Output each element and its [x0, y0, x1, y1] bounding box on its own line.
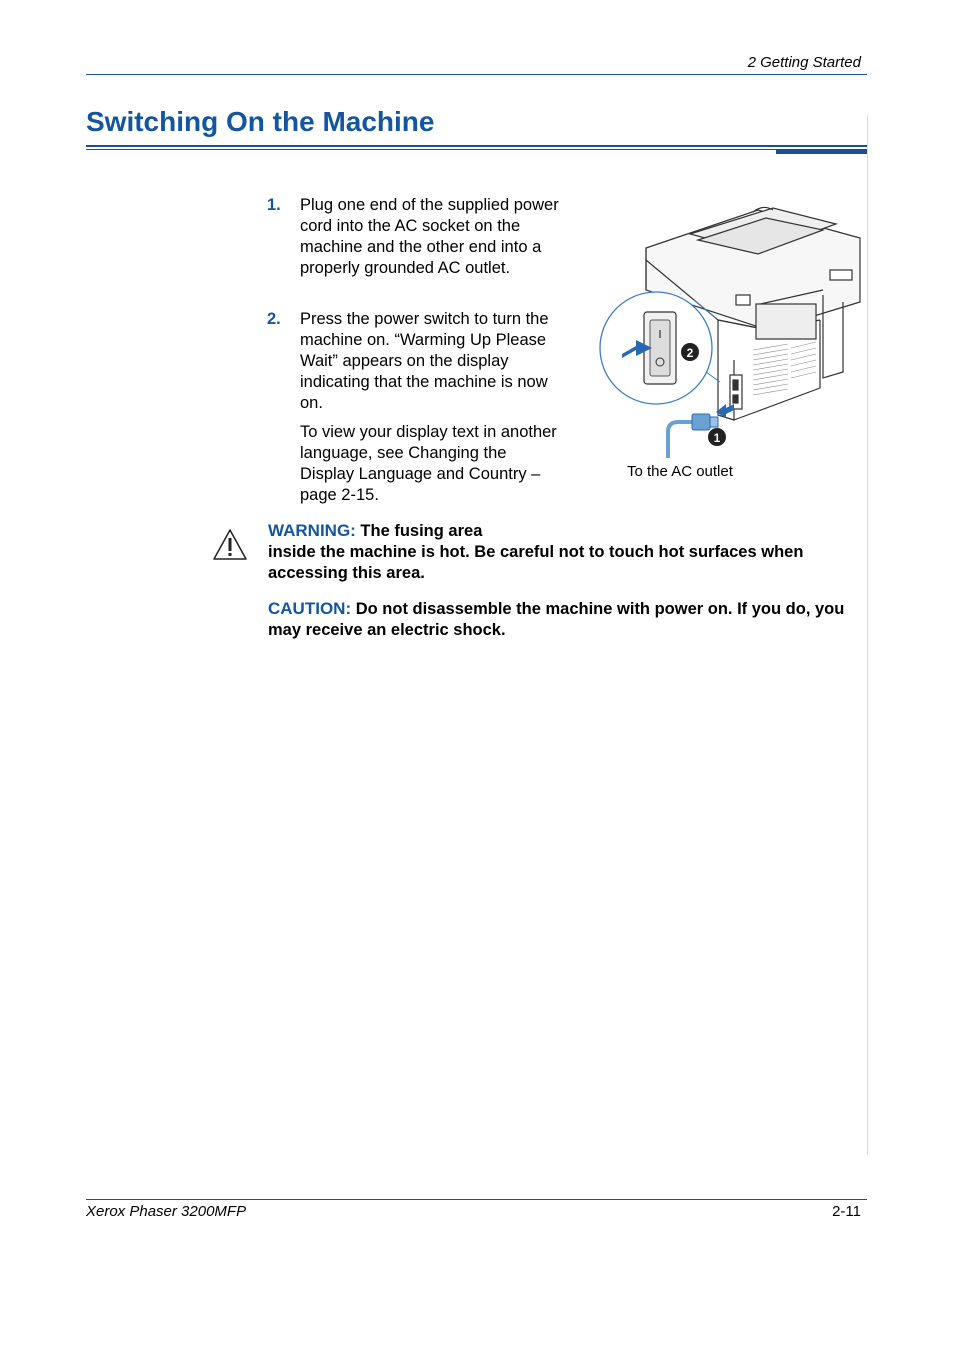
step-number: 1. — [267, 196, 281, 214]
footer-page-number: 2-11 — [832, 1203, 861, 1220]
step-text: Press the power switch to turn the machine on. “Warming Up Please Wait” appears on the display indicating that the machine is now on. — [300, 310, 549, 412]
title-tab-accent — [776, 149, 867, 154]
page-title: Switching On the Machine — [86, 106, 435, 137]
power-connection-illustration — [598, 200, 868, 460]
warning-text-line1: The fusing area — [360, 522, 483, 540]
caution-block — [268, 598, 868, 641]
caution-text: Do not disassemble the machine with power on. If you do, you may receive an electric shock. — [268, 600, 845, 639]
title-rule-secondary — [86, 149, 867, 150]
step-1 — [267, 195, 567, 300]
step-2 — [267, 309, 567, 414]
header-rule — [86, 74, 867, 75]
chapter-header: 2 Getting Started — [747, 54, 861, 71]
warning-text: inside the machine is hot. Be careful not to touch hot surfaces when accessing this area. — [268, 543, 804, 582]
warning-icon — [212, 528, 248, 562]
step-number: 2. — [267, 310, 281, 328]
footer-product: Xerox Phaser 3200MFP — [86, 1203, 247, 1220]
note-text: To view your display text in another language, see Changing the Display Language and Country – page 2-15. — [300, 423, 557, 504]
step-text: Plug one end of the supplied power cord into the AC socket on the machine and the other end into a properly grounded AC outlet. — [300, 196, 559, 277]
callout-1: 1 — [713, 431, 721, 445]
title-rule — [86, 145, 867, 147]
language-note — [267, 422, 567, 508]
caution-label: CAUTION: — [268, 599, 352, 618]
warning-label: WARNING: — [268, 521, 356, 540]
figure-caption: To the AC outlet — [627, 463, 733, 480]
callout-2: 2 — [686, 346, 694, 360]
footer-rule — [86, 1199, 867, 1200]
warning-block — [268, 520, 868, 584]
